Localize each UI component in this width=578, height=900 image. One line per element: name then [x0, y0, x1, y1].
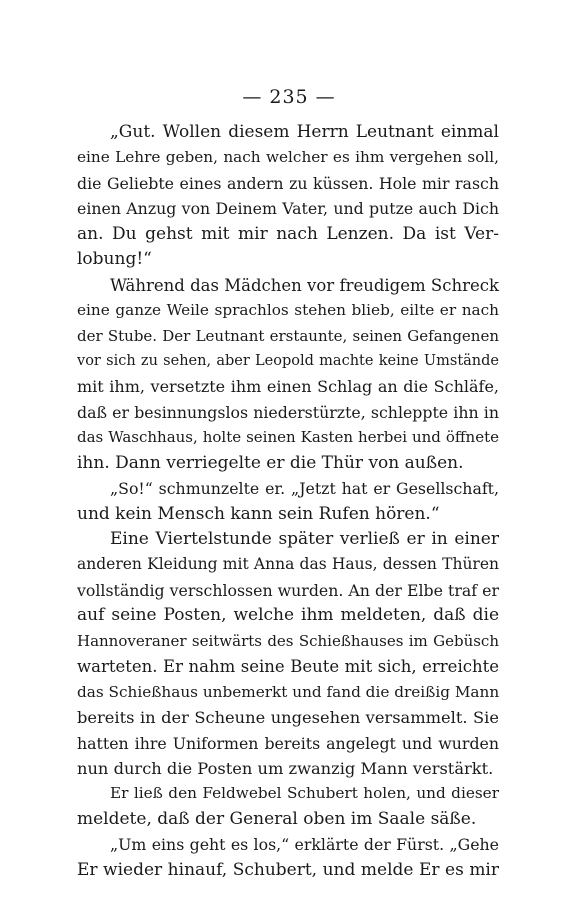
text-line: daß er besinnungslos niederstürzte, schleppte ihn in [77, 402, 499, 422]
text-line: meldete, daß der General oben im Saale säße. [77, 808, 477, 829]
text-line: bereits in der Scheune ungesehen versammelt. Sie [77, 708, 499, 728]
text-line: ihn. Dann verriegelte er die Thür von außen. [77, 452, 464, 473]
text-line: Eine Viertelstunde später verließ er in einer [110, 529, 499, 549]
text-line: auf seine Posten, welche ihm meldeten, daß die [77, 605, 499, 626]
text-line: „Gut. Wollen diesem Herrn Leutnant einmal [110, 122, 499, 142]
text-line: einen Anzug von Deinem Vater, und putze auch Dich [77, 199, 499, 219]
text-line: lobung!“ [77, 249, 152, 270]
text-line: und kein Mensch kann sein Rufen hören.“ [77, 503, 440, 524]
text-line: der Stube. Der Leutnant erstaunte, seinen Gefangenen [77, 326, 499, 345]
text-line: eine Lehre geben, nach welcher es ihm vergehen soll, [77, 148, 499, 167]
text-line: das Waschhaus, holte seinen Kasten herbei und öffnete [77, 428, 499, 447]
text-line: Während das Mädchen vor freudigem Schreck [110, 275, 499, 295]
body-text [77, 120, 499, 883]
text-line: „Um eins geht es los,“ erklärte der Fürst. „Gehe [110, 835, 499, 855]
text-line: an. Du gehst mit mir nach Lenzen. Da ist Ver- [77, 223, 499, 244]
text-line: mit ihm, versetzte ihm einen Schlag an die Schläfe, [77, 377, 499, 397]
text-line: eine ganze Weile sprachlos stehen blieb, eilte er nach [77, 301, 499, 320]
text-line: vollständig verschlossen wurden. An der Elbe traf er [77, 580, 499, 600]
text-line: hatten ihre Uniformen bereits angelegt und wurden [77, 733, 499, 753]
text-line: warteten. Er nahm seine Beute mit sich, erreichte [77, 657, 499, 677]
text-line: nun durch die Posten um zwanzig Mann verstärkt. [77, 758, 494, 778]
text-line: das Schießhaus unbemerkt und fand die dreißig Mann [77, 682, 500, 701]
text-line: Er wieder hinauf, Schubert, und melde Er es mir [77, 859, 499, 880]
page-number: — 235 — [242, 86, 336, 108]
text-line: die Geliebte eines andern zu küssen. Hole mir rasch [77, 173, 499, 193]
text-line: Er ließ den Feldwebel Schubert holen, und dieser [110, 784, 499, 803]
text-line: anderen Kleidung mit Anna das Haus, dessen Thüren [77, 555, 499, 574]
text-line: „So!“ schmunzelte er. „Jetzt hat er Gesellschaft, [110, 479, 499, 499]
text-line: Hannoveraner seitwärts des Schießhauses im Gebüsch [77, 631, 499, 650]
text-line: vor sich zu sehen, aber Leopold machte keine Umstände [77, 352, 499, 369]
